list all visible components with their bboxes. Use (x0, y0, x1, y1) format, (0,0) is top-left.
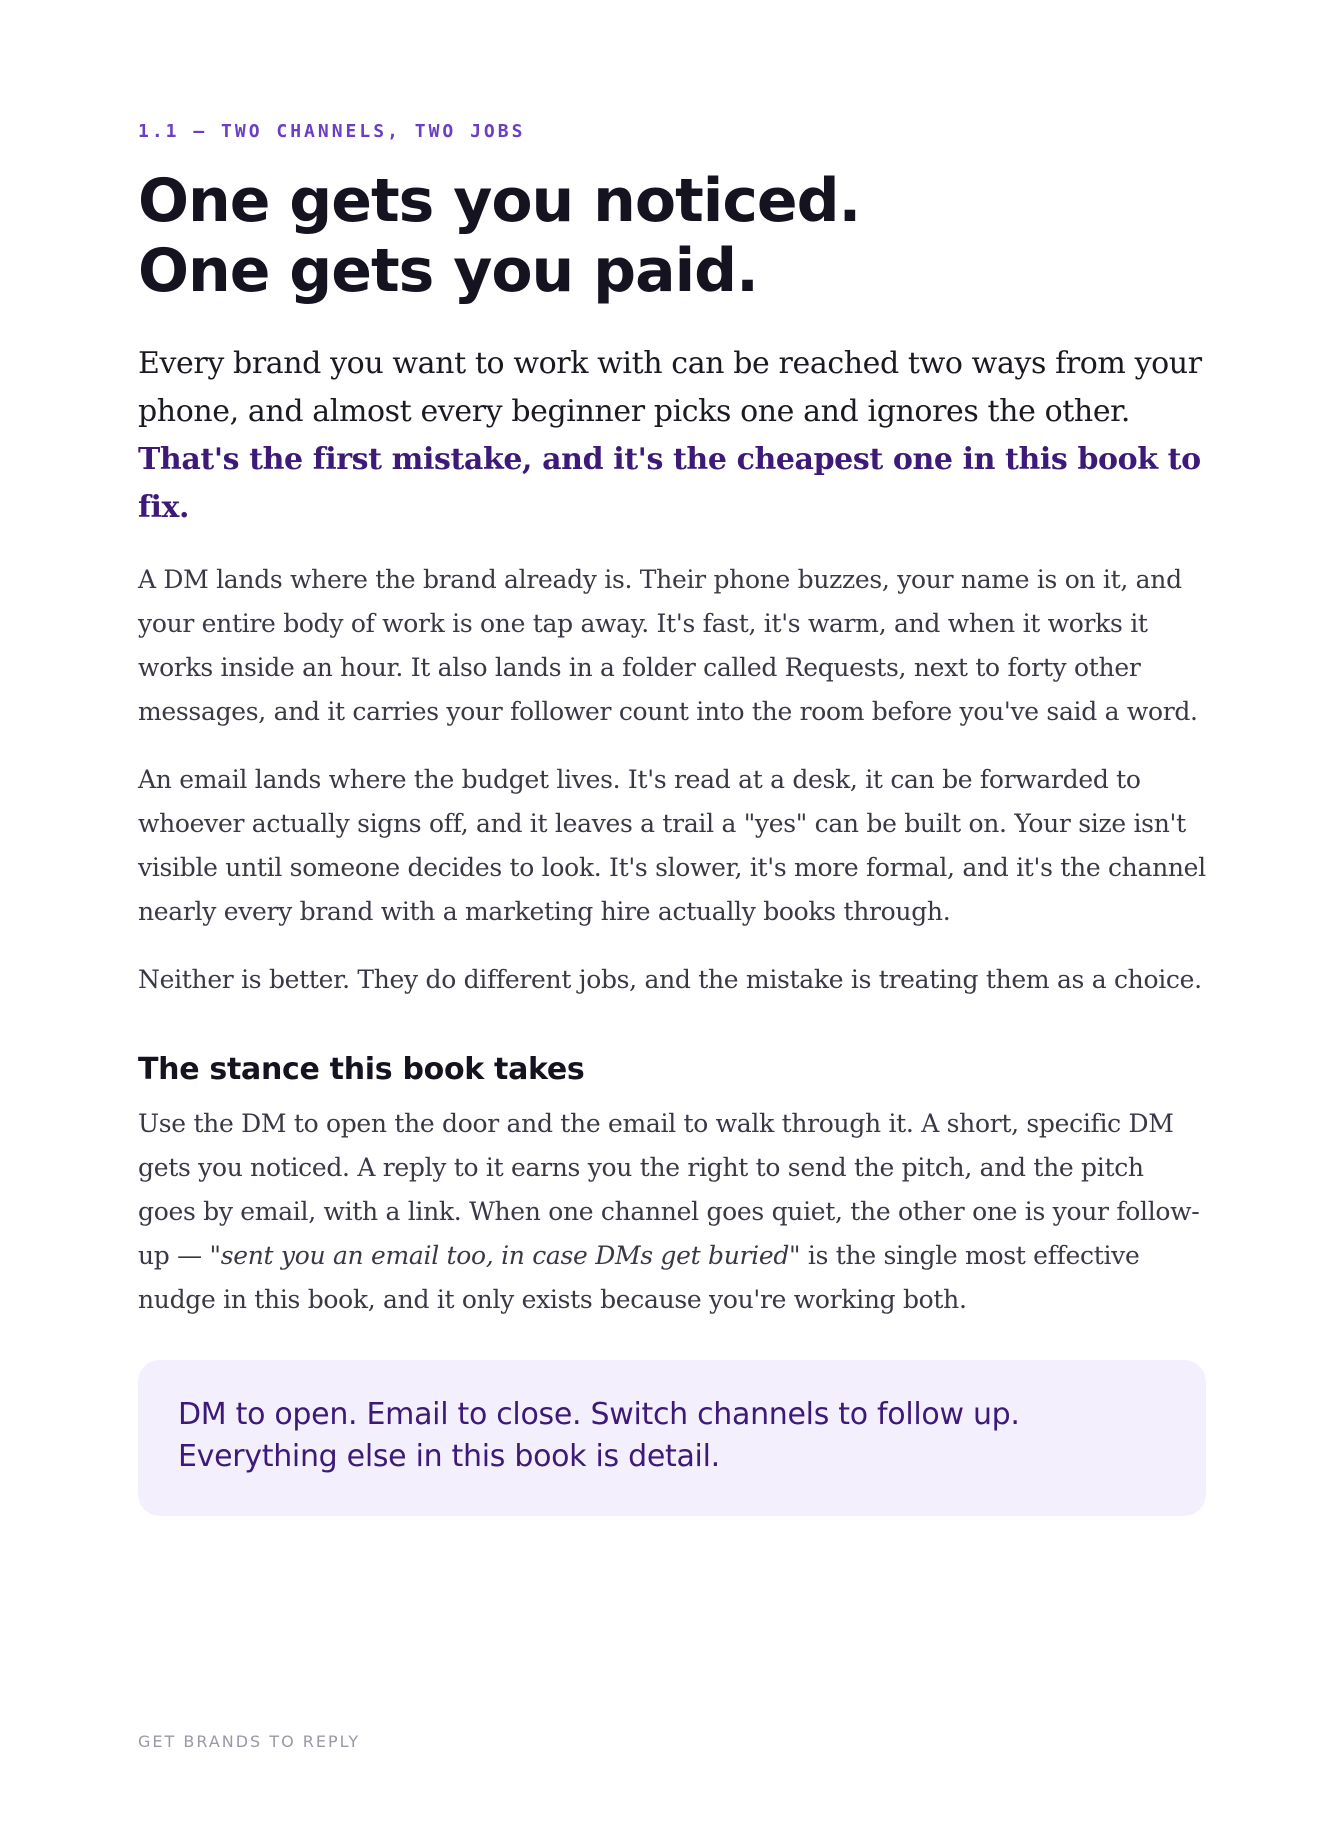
section-title-line-2: One gets you paid. (138, 236, 758, 306)
lead-text: Every brand you want to work with can be reached two ways from your phone, and almost every beginner picks one and ignores the other. (138, 346, 1202, 429)
summary-callout (138, 1360, 1206, 1516)
callout-text (178, 1394, 1166, 1478)
stance-text-before: Use the DM to open the door and the email to walk through it. A short, specific DM gets you noticed. A reply to it earns you the right to send the pitch, and the pitch goes by email, with a link. When one channel goes quiet, the other one is your follow-up — (138, 1109, 1200, 1270)
stance-text-after: is the single most effective nudge in this book, and it only exists because you're working both. (138, 1241, 1140, 1314)
lead-emphasis: That's the first mistake, and it's the cheapest one in this book to fix. (138, 442, 1201, 525)
body-paragraph-neither: Neither is better. They do different jobs, and the mistake is treating them as a choice. (138, 965, 1202, 994)
callout-line-2: Everything else in this book is detail. (178, 1439, 720, 1474)
section-title (138, 166, 1206, 306)
running-footer: GET BRANDS TO REPLY (138, 1732, 361, 1751)
callout-line-1: DM to open. Email to close. Switch channels to follow up. (178, 1397, 1020, 1432)
stance-paragraph (138, 1102, 1206, 1322)
section-title-line-1: One gets you noticed. (138, 166, 861, 236)
section-eyebrow: 1.1 — TWO CHANNELS, TWO JOBS (138, 121, 526, 142)
body-paragraph-email: An email lands where the budget lives. It's read at a desk, it can be forwarded to whoever actually signs off, and it leaves a trail a "yes" can be built on. Your size isn't visible until someone decides to look. It's slower, it's more formal, and it's the channel nearly every brand with a marketing hire actually books through. (138, 765, 1206, 926)
lead-paragraph (138, 340, 1206, 532)
body-paragraph-dm: A DM lands where the brand already is. Their phone buzzes, your name is on it, and your entire body of work is one tap away. It's fast, it's warm, and when it works it works inside an hour. It also lands in a folder called Requests, next to forty other messages, and it carries your follower count into the room before you've said a word. (138, 565, 1198, 726)
chapter-page (138, 120, 1206, 1516)
stance-heading: The stance this book takes (138, 1052, 585, 1087)
stance-quote: "sent you an email too, in case DMs get buried" (209, 1241, 801, 1270)
